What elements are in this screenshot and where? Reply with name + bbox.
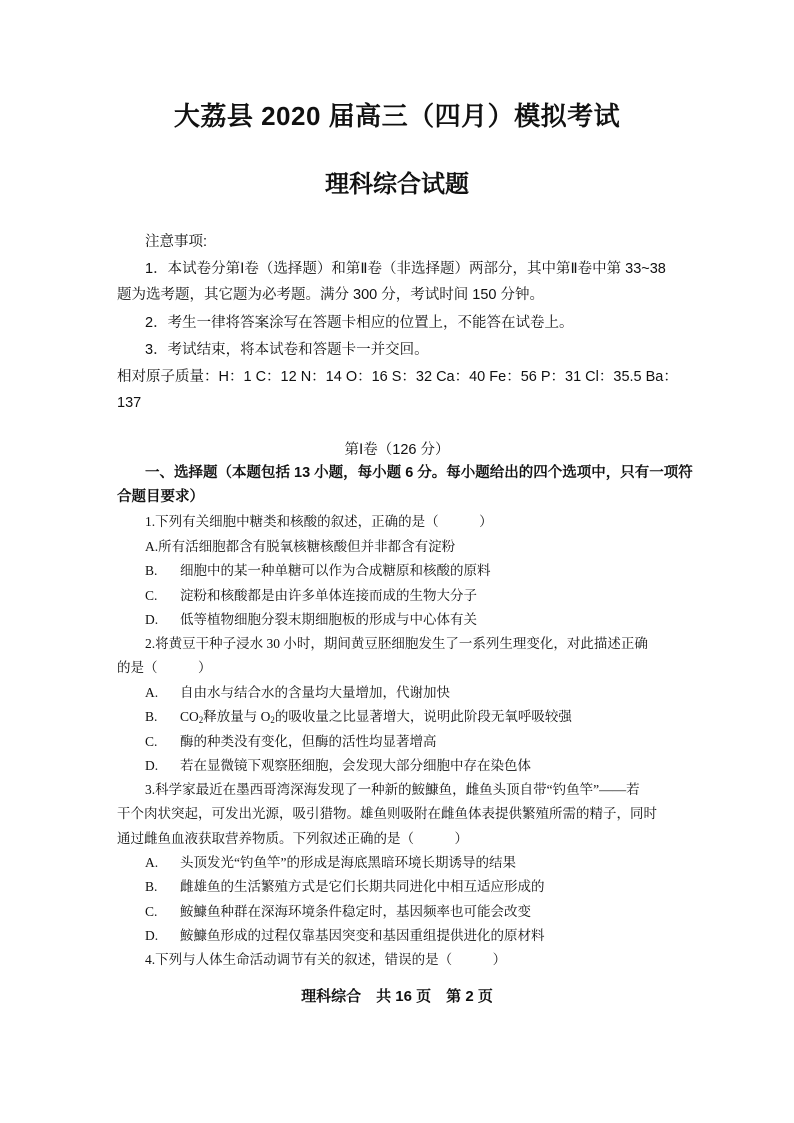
question-3-option-a [145, 853, 516, 873]
question-3-stem-cont-2: 通过雌鱼血液获取营养物质。下列叙述正确的是（ ） [117, 831, 468, 846]
question-1-option-d [145, 610, 477, 630]
question-1-stem: 1.下列有关细胞中糖类和核酸的叙述，正确的是（ ） [145, 514, 493, 529]
subscript: 2 [198, 715, 204, 725]
option-text: 释放量与 O [203, 709, 271, 724]
exam-subtitle: 理科综合试题 [325, 171, 469, 198]
option-text: 若在显微镜下观察胚细胞，会发现大部分细胞中存在染色体 [180, 758, 531, 773]
subscript: 2 [270, 715, 275, 725]
question-1-option-c [145, 586, 477, 606]
option-letter: A. [145, 855, 159, 870]
question-3-option-c [145, 902, 531, 922]
question-3-stem: 3.科学家最近在墨西哥湾深海发现了一种新的鮟鱇鱼，雌鱼头顶自带“钓鱼竿”——若 [145, 782, 640, 797]
question-3-option-b [145, 877, 545, 897]
option-letter: D. [145, 928, 159, 943]
option-text: 鮟鱇鱼形成的过程仅靠基因突变和基因重组提供进化的原材料 [180, 928, 545, 943]
question-1-option-b [145, 561, 491, 581]
question-2-option-b [145, 707, 572, 730]
question-2-option-c [145, 732, 437, 752]
question-3-option-d [145, 926, 545, 946]
option-text: 雌雄鱼的生活繁殖方式是它们长期共同进化中相互适应形成的 [180, 879, 545, 894]
option-letter: C. [145, 588, 158, 603]
co2-text: CO [180, 709, 199, 724]
option-text: 头顶发光“钓鱼竿”的形成是海底黑暗环境长期诱导的结果 [180, 855, 516, 870]
question-2-stem-cont: 的是（ ） [117, 660, 212, 675]
option-text: 自由水与结合水的含量均大量增加，代谢加快 [180, 685, 450, 700]
question-2-option-d [145, 756, 531, 776]
question-1-option-a: A.所有活细胞都含有脱氧核糖核酸但并非都含有淀粉 [145, 539, 456, 554]
option-letter: B. [145, 709, 158, 724]
notice-item-2: 2．考生一律将答案涂写在答题卡相应的位置上，不能答在试卷上。 [145, 315, 574, 331]
page-footer: 理科综合 共 16 页 第 2 页 [301, 988, 493, 1005]
question-2-option-a [145, 683, 450, 703]
notice-item-3: 3．考试结束，将本试卷和答题卡一并交回。 [145, 342, 429, 358]
option-letter: B. [145, 563, 158, 578]
section-1-heading: 一、选择题（本题包括 13 小题，每小题 6 分。每小题给出的四个选项中，只有一项符 [145, 465, 693, 481]
notice-item-1: 1．本试卷分第Ⅰ卷（选择题）和第Ⅱ卷（非选择题）两部分，其中第Ⅱ卷中第 33~38 [145, 261, 666, 277]
question-3-stem-cont-1: 干个肉状突起，可发出光源，吸引猎物。雄鱼则吸附在雌鱼体表提供繁殖所需的精子，同时 [117, 806, 657, 821]
option-text: 鮟鱇鱼种群在深海环境条件稳定时，基因频率也可能会改变 [180, 904, 531, 919]
question-2-stem: 2.将黄豆干种子浸水 30 小时，期间黄豆胚细胞发生了一系列生理变化，对此描述正确 [145, 636, 648, 651]
notice-heading: 注意事项: [145, 234, 208, 250]
part-1-heading: 第Ⅰ卷（126 分） [344, 442, 450, 458]
atomic-masses-cont: 137 [117, 395, 142, 411]
exam-title: 大荔县 2020 届高三（四月）模拟考试 [173, 101, 621, 131]
option-text: 低等植物细胞分裂末期细胞板的形成与中心体有关 [180, 612, 477, 627]
option-letter: B. [145, 879, 158, 894]
atomic-masses: 相对原子质量：H：1 C：12 N：14 O：16 S：32 Ca：40 Fe：56 P：31 Cl：35.5 Ba： [117, 369, 678, 385]
option-letter: A. [145, 685, 159, 700]
option-text: 细胞中的某一种单糖可以作为合成糖原和核酸的原料 [180, 563, 491, 578]
option-letter: D. [145, 758, 159, 773]
option-letter: D. [145, 612, 159, 627]
option-text: 酶的种类没有变化，但酶的活性均显著增高 [180, 734, 437, 749]
question-4-stem: 4.下列与人体生命活动调节有关的叙述，错误的是（ ） [145, 952, 507, 967]
option-text: 的吸收量之比显著增大，说明此阶段无氧呼吸较强 [274, 709, 572, 724]
option-text: 淀粉和核酸都是由许多单体连接而成的生物大分子 [180, 588, 477, 603]
section-1-heading-cont: 合题目要求） [117, 489, 204, 505]
notice-item-1-cont: 题为选考题，其它题为必考题。满分 300 分，考试时间 150 分钟。 [117, 287, 544, 303]
option-letter: C. [145, 734, 158, 749]
option-letter: C. [145, 904, 158, 919]
